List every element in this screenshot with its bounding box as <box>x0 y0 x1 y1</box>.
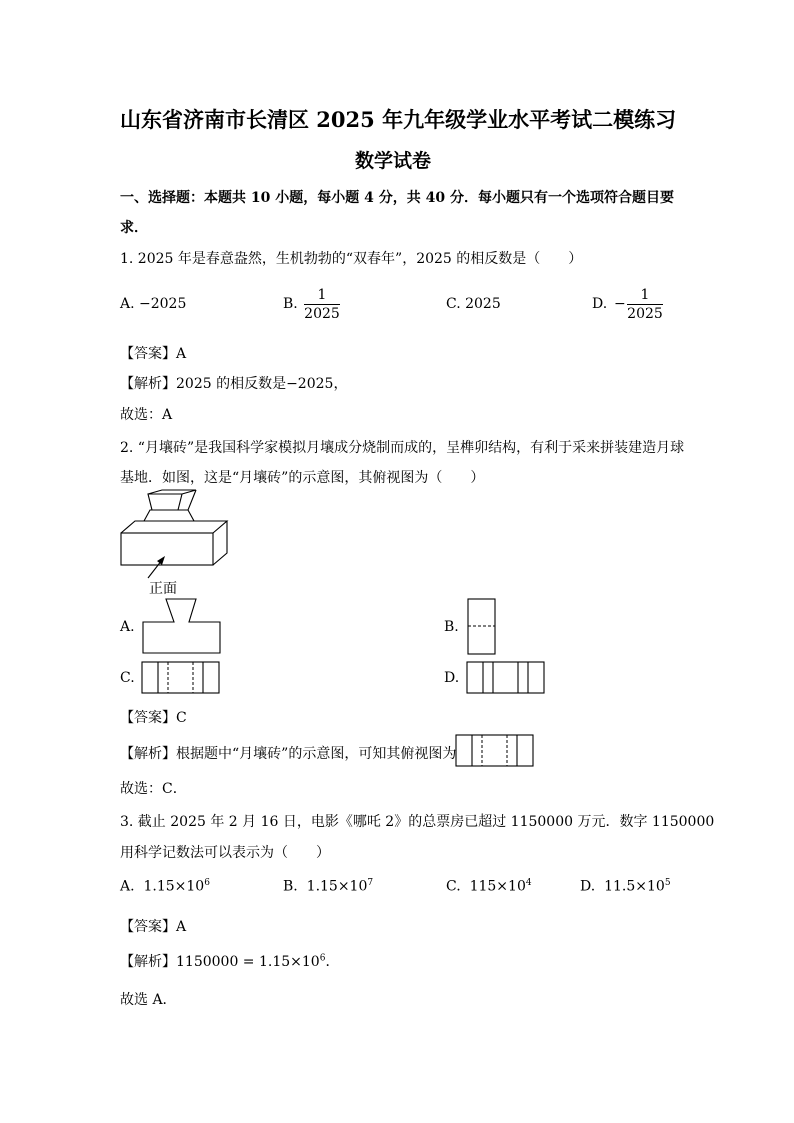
q3-option-d-label: D. <box>580 878 596 895</box>
q1-option-b-numerator: 1 <box>317 287 327 303</box>
q3-conclusion: 故选 A． <box>120 992 177 1008</box>
q2-option-c-figure <box>141 661 221 695</box>
q3-option-d <box>580 878 671 895</box>
q3-option-c-label: C. <box>446 878 461 895</box>
page-subtitle: 数学试卷 <box>355 150 432 172</box>
q1-answer: 【答案】A <box>120 346 187 362</box>
q3-analysis-base: 1150000 = 1.15×10 <box>176 954 320 970</box>
section-header-line1: 一、选择题：本题共 10 小题，每小题 4 分，共 40 分．每小题只有一个选项符合题目要 <box>120 190 674 206</box>
q2-option-b-label: B. <box>444 619 459 635</box>
q2-option-a-label: A. <box>120 619 135 635</box>
q2-conclusion: 故选：C． <box>120 781 187 797</box>
q2-analysis-figure <box>455 734 535 768</box>
q3-analysis-exponent: 6 <box>319 953 326 964</box>
section-header-line2: 求． <box>120 220 148 236</box>
q3-option-a-exponent: 6 <box>204 878 210 888</box>
q1-option-d-denominator: 2025 <box>627 306 663 322</box>
q1-option-b-fraction <box>304 286 340 323</box>
q1-option-d-numerator: 1 <box>640 287 650 303</box>
q1-option-d-sign: − <box>614 296 626 312</box>
q3-option-c <box>446 878 532 895</box>
q3-option-b-label: B. <box>283 878 298 895</box>
q3-analysis-suffix: ． <box>325 954 340 970</box>
q2-option-c-label: C. <box>120 670 135 686</box>
q3-answer: 【答案】A <box>120 919 187 935</box>
page-title: 山东省济南市长清区 2025 年九年级学业水平考试二模练习 <box>120 107 677 132</box>
q3-option-c-base: 115×10 <box>469 878 526 895</box>
q3-option-b-exponent: 7 <box>367 878 374 888</box>
q3-option-a-label: A. <box>120 878 135 895</box>
q1-option-b-label: B. <box>283 296 298 312</box>
q3-option-d-exponent: 5 <box>664 878 671 888</box>
figure-label-front: 正面 <box>149 581 177 597</box>
q2-option-d-figure <box>466 661 546 695</box>
q1-option-d-label: D. <box>592 296 608 312</box>
q3-option-a-base: 1.15×10 <box>143 878 205 895</box>
q3-option-c-exponent: 4 <box>525 878 532 888</box>
q2-option-a-figure <box>142 598 222 654</box>
q1-option-a: A. −2025 <box>120 296 187 312</box>
q3-option-b-base: 1.15×10 <box>306 878 368 895</box>
q3-analysis-prefix: 【解析】 <box>120 954 176 970</box>
q3-stem-line1: 3. 截止 2025 年 2 月 16 日，电影《哪吒 2》的总票房已超过 1150000 万元．数字 1150000 <box>120 814 715 830</box>
q3-option-a <box>120 878 210 895</box>
q2-option-b-figure <box>467 598 497 656</box>
q2-answer: 【答案】C <box>120 710 187 726</box>
q3-option-d-base: 11.5×10 <box>604 878 665 895</box>
q3-analysis <box>120 951 339 971</box>
q1-option-c: C. 2025 <box>446 296 501 312</box>
q2-stem-line2: 基地．如图，这是“月壤砖”的示意图，其俯视图为（ ） <box>120 470 485 486</box>
q2-stem-line1: 2. “月壤砖”是我国科学家模拟月壤成分烧制而成的，呈榫卯结构，有利于采来拼装建造月球 <box>120 440 685 456</box>
q1-analysis: 【解析】2025 的相反数是−2025， <box>120 376 348 392</box>
q2-analysis: 【解析】根据题中“月壤砖”的示意图，可知其俯视图为 <box>120 746 457 762</box>
q1-option-d-fraction <box>627 286 663 323</box>
q3-option-b <box>283 878 373 895</box>
q1-conclusion: 故选：A <box>120 407 173 423</box>
q3-stem-line2: 用科学记数法可以表示为（ ） <box>120 845 330 861</box>
q1-stem: 1. 2025 年是春意盎然，生机勃勃的“双春年”，2025 的相反数是（ ） <box>120 251 583 267</box>
q2-option-d-label: D. <box>444 670 460 686</box>
q1-option-b-denominator: 2025 <box>304 306 340 322</box>
